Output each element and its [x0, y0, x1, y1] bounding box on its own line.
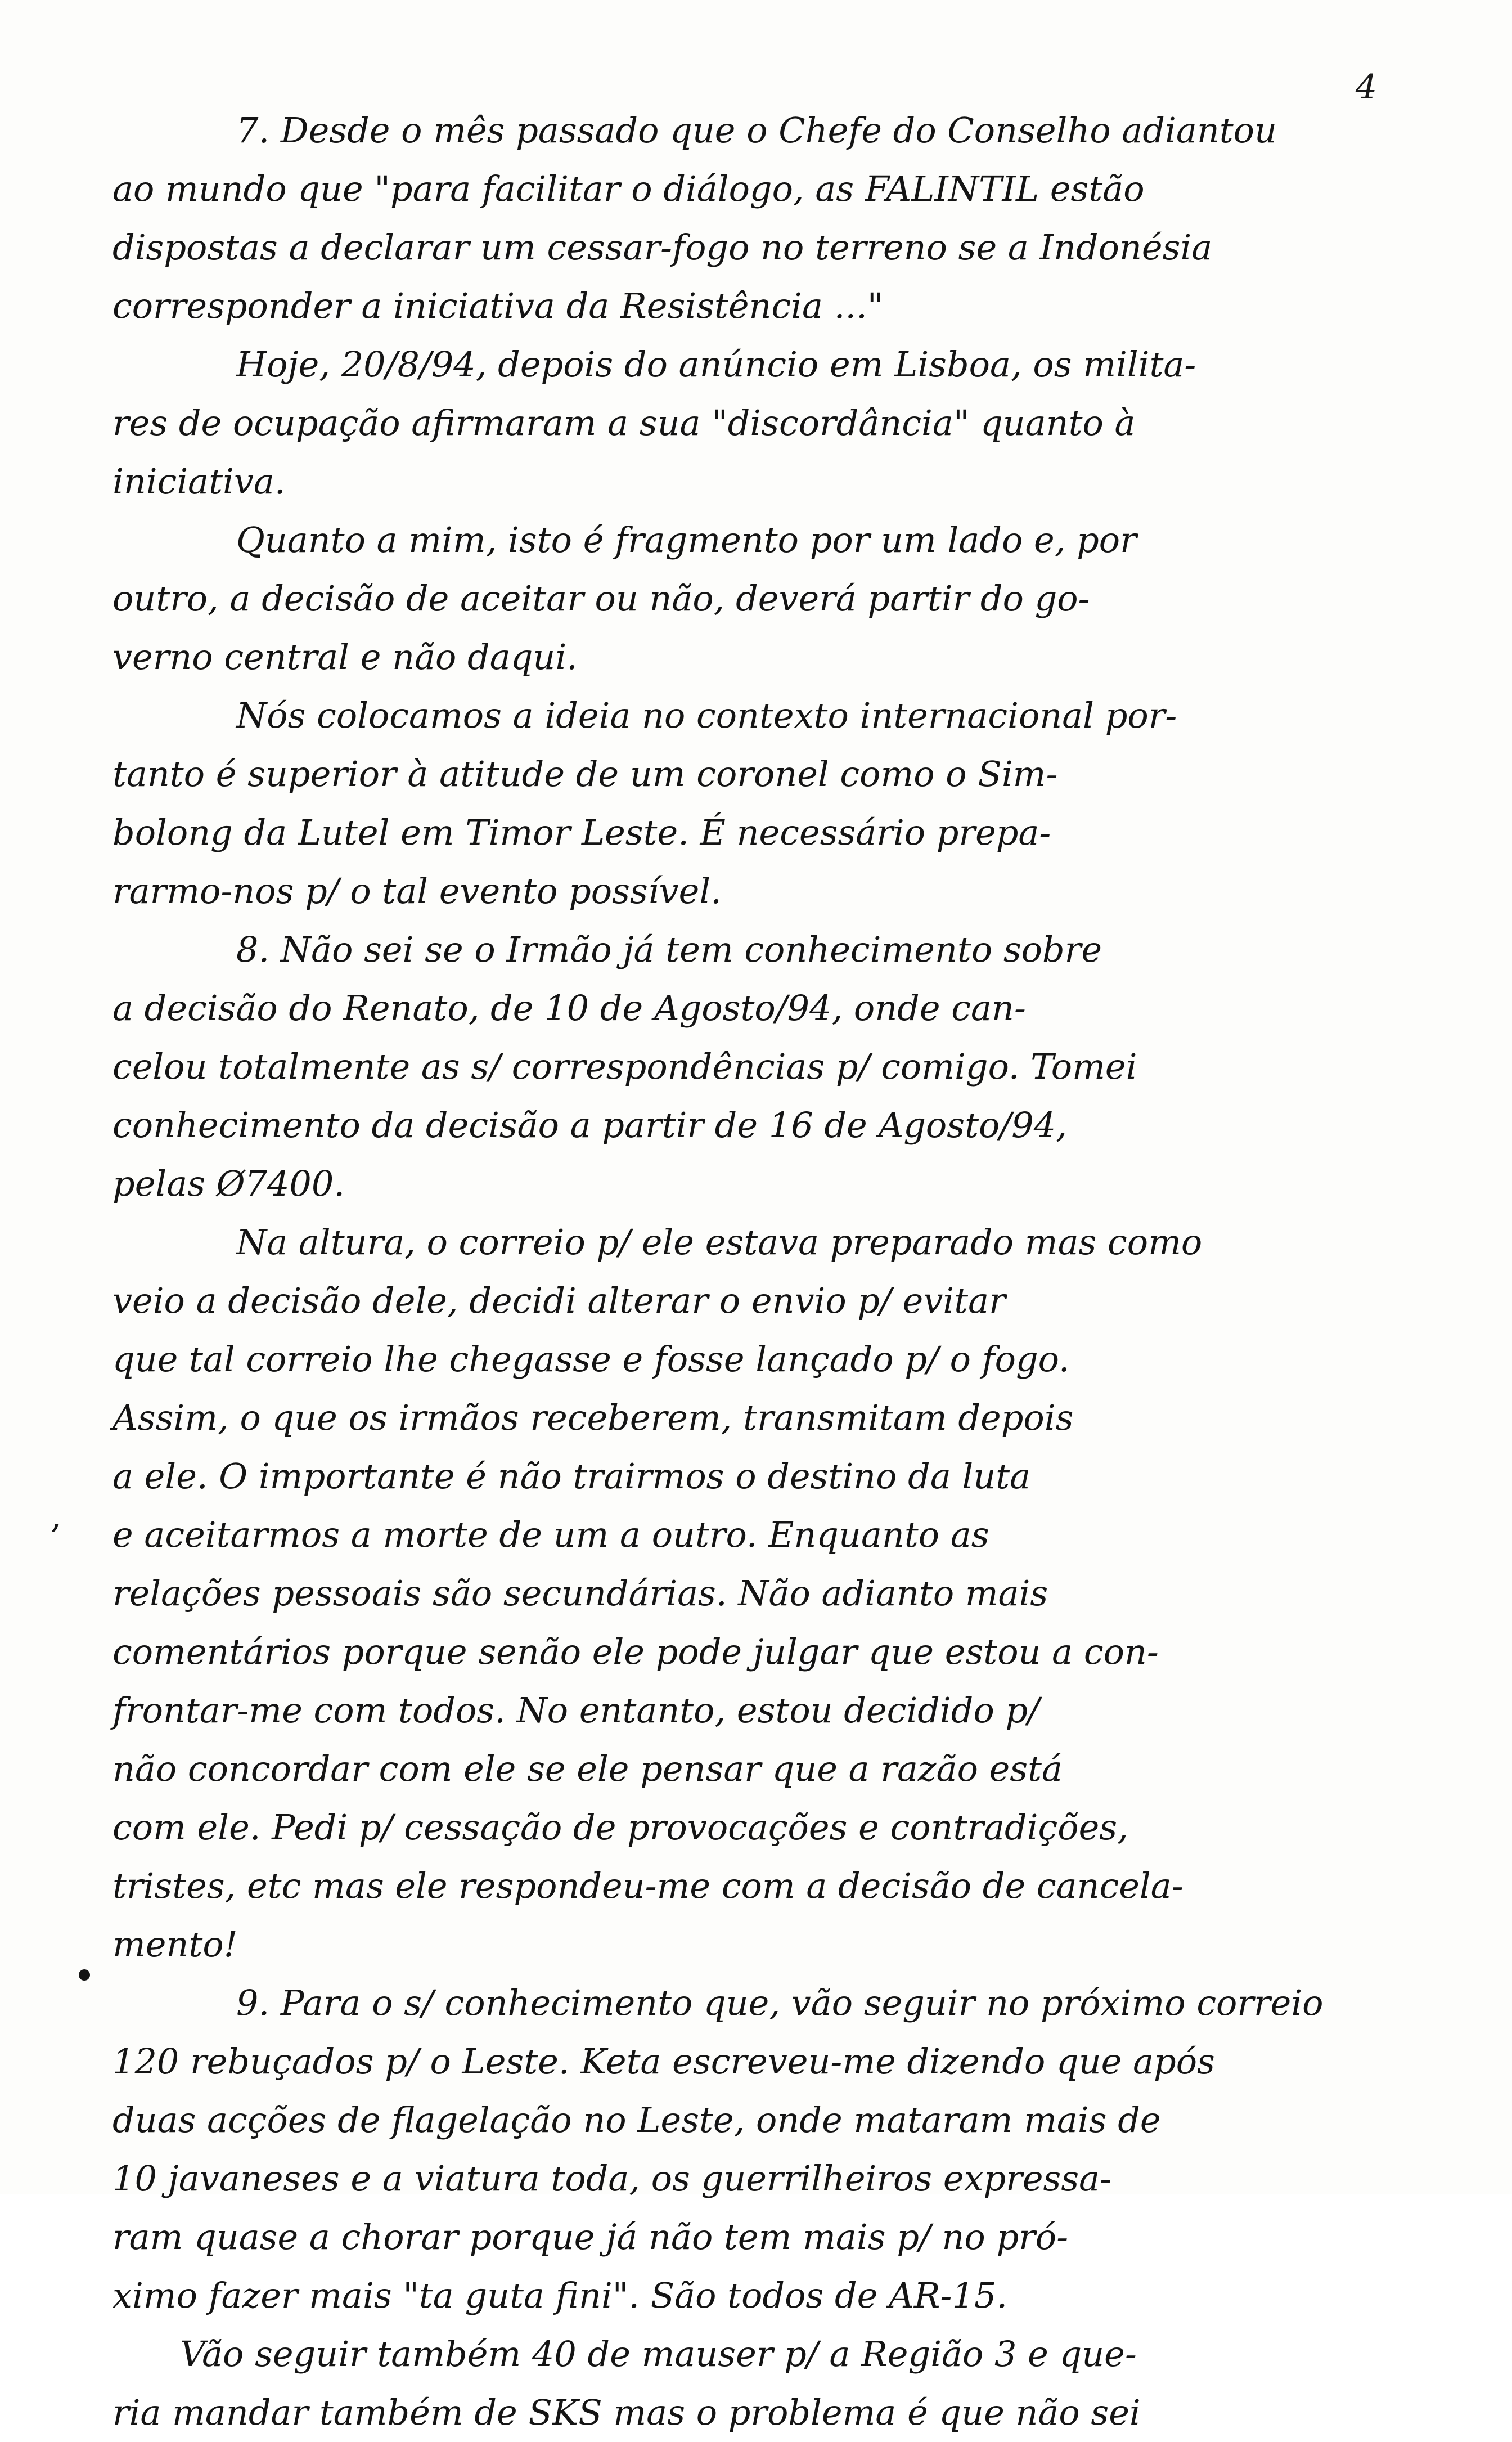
text-line: que tal correio lhe chegasse e fosse lançado p/ o fogo.: [112, 1339, 1070, 1380]
text-line: ximo fazer mais "ta guta fini". São todos de AR-15.: [112, 2275, 1008, 2316]
letter-body: [112, 101, 1384, 2433]
text-line: bolong da Lutel em Timor Leste. É necessário prepa-: [112, 812, 1051, 853]
text-line: 10 javaneses e a viatura toda, os guerrilheiros expressa-: [112, 2158, 1112, 2199]
text-line: duas acções de flagelação no Leste, onde mataram mais de: [112, 2099, 1161, 2140]
text-line: ria mandar também de SKS mas o problema é que não sei: [112, 2392, 1141, 2433]
text-line: veio a decisão dele, decidi alterar o envio p/ evitar: [112, 1280, 1006, 1321]
text-line: 9. Para o s/ conhecimento que, vão seguir no próximo correio: [236, 1982, 1324, 2023]
text-line: com ele. Pedi p/ cessação de provocações e contradições,: [112, 1807, 1128, 1848]
text-line: frontar-me com todos. No entanto, estou decidido p/: [112, 1690, 1040, 1731]
text-line: conhecimento da decisão a partir de 16 de Agosto/94,: [112, 1105, 1067, 1146]
text-line: verno central e não daqui.: [112, 636, 578, 677]
page-number: 4: [1355, 68, 1377, 107]
margin-mark: ,: [51, 1497, 62, 1536]
text-line: e aceitarmos a morte de um a outro. Enquanto as: [112, 1514, 989, 1555]
text-line: a decisão do Renato, de 10 de Agosto/94, onde can-: [112, 987, 1026, 1029]
text-line: tanto é superior à atitude de um coronel como o Sim-: [112, 753, 1058, 794]
text-line: mento!: [112, 1924, 238, 1965]
text-line: ram quase a chorar porque já não tem mais p/ no pró-: [112, 2216, 1069, 2257]
text-line: outro, a decisão de aceitar ou não, deverá partir do go-: [112, 578, 1090, 619]
text-line: Assim, o que os irmãos receberem, transmitam depois: [112, 1397, 1074, 1438]
text-line: Quanto a mim, isto é fragmento por um lado e, por: [236, 519, 1137, 560]
text-line: Hoje, 20/8/94, depois do anúncio em Lisboa, os milita-: [236, 344, 1196, 385]
text-line: iniciativa.: [112, 461, 286, 502]
text-line: res de ocupação afirmaram a sua "discordância" quanto à: [112, 402, 1136, 443]
text-line: Nós colocamos a ideia no contexto internacional por-: [236, 695, 1177, 736]
text-line: celou totalmente as s/ correspondências p/ comigo. Tomei: [112, 1046, 1137, 1087]
text-line: não concordar com ele se ele pensar que a razão está: [112, 1748, 1063, 1789]
text-line: a ele. O importante é não trairmos o destino da luta: [112, 1456, 1031, 1497]
text-line: relações pessoais são secundárias. Não adianto mais: [112, 1573, 1048, 1614]
text-line: 7. Desde o mês passado que o Chefe do Conselho adiantou: [236, 110, 1277, 151]
text-line: rarmo-nos p/ o tal evento possível.: [112, 870, 722, 912]
text-line: Vão seguir também 40 de mauser p/ a Região 3 e que-: [180, 2333, 1137, 2374]
text-line: dispostas a declarar um cessar-fogo no terreno se a Indonésia: [112, 227, 1213, 268]
text-line: comentários porque senão ele pode julgar que estou a con-: [112, 1631, 1159, 1672]
text-line: 120 rebuçados p/ o Leste. Keta escreveu-me dizendo que após: [112, 2041, 1215, 2082]
text-line: ao mundo que "para facilitar o diálogo, as FALINTIL estão: [112, 168, 1145, 209]
text-line: corresponder a iniciativa da Resistência ...": [112, 285, 884, 326]
margin-bullet-dot: [79, 1969, 90, 1981]
text-line: pelas Ø7400.: [112, 1163, 345, 1204]
text-line: 8. Não sei se o Irmão já tem conhecimento sobre: [236, 929, 1102, 970]
text-line: tristes, etc mas ele respondeu-me com a decisão de cancela-: [112, 1865, 1184, 1906]
text-line: Na altura, o correio p/ ele estava preparado mas como: [236, 1222, 1203, 1263]
